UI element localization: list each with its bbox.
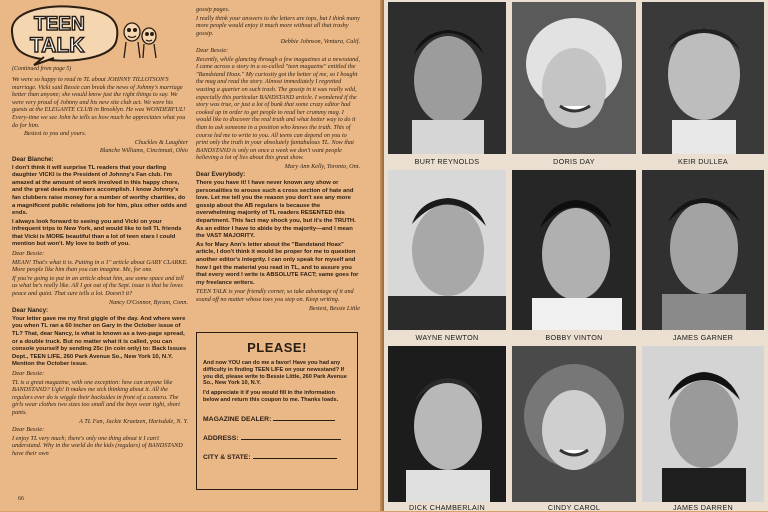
photo-burt-reynolds — [388, 2, 506, 154]
letter-signature: Chuckles & Laughter — [134, 138, 188, 146]
coupon-box — [196, 332, 358, 490]
caption-wayne-newton: WAYNE NEWTON — [415, 333, 479, 342]
dealer-field[interactable] — [203, 414, 351, 423]
photo-cindy-carol — [512, 346, 636, 502]
salutation: Dear Blanche: — [12, 155, 54, 163]
reply-text: I always look forward to seeing you and Vicki on your infrequent trips to New York, and would like to tell TL friends that Vicki is MORE beautiful than a lot of teen stars I could mention but won't. My love to both of you. — [12, 218, 182, 248]
sign-off: Bestest, Bessie Little — [308, 304, 360, 312]
letters-column-1 — [12, 76, 188, 496]
caption-keir-dullea: KEIR DULLEA — [677, 157, 729, 166]
letter-text: We were so happy to read in TL about JOHNNY TILLOTSON'S marriage. Vicki said Bessie can break the news of Johnny's marriage better than anyone; she would know just the right things to say. We were very proud of Johnny and his new site club act. We were his guests at the ELEGANTE CLUB in Brooklyn. He was WONDERFUL! Every-time we see John he tells us how much he appreciates what you do for him. — [12, 76, 186, 129]
caption-james-darren: JAMES DARREN — [673, 503, 733, 512]
address-field[interactable] — [203, 433, 351, 442]
caption-burt-reynolds: BURT REYNOLDS — [414, 157, 480, 166]
letter-text: TL is a great magazine, with one exception: how can anyone like BANDSTAND? Ugh! It makes me sick thinking about it. All the regulars ever do is wiggle their backsides in front of a camera. The girls wear clothes two sizes too small and the boys wear tight, short pants. — [12, 378, 180, 416]
letter-signature: Debbie Johnson, Ventura, Calif. — [280, 38, 360, 46]
reply-text: As for Mary Ann's letter about the "Bandstand Hoax" article, I don't think it would be proper for me to question another editor's integrity. I can only speak for myself and how I get the material you read in TL, and to assure you that every word I write is ABSOLUTE FACT; same goes for my freelance writers. — [196, 241, 359, 286]
reply-text: Your letter gave me my first giggle of the day. And where were you when TL ran a 60 incher on Gary in the October issue of TL? That, dear Nancy, is what is known as a two-page spread, or a double truck. But no matter what it is called, you can console yourself by sending 25c (in coin only) to: Back Issues Dept., TEEN LIFE, 260 Park Avenue So., New York 10, N.Y. Mention the October issue. — [12, 315, 187, 368]
letter-signature: Nancy O'Connor, Byram, Conn. — [108, 298, 188, 306]
photo-james-darren — [642, 346, 764, 502]
salutation: Dear Bessie: — [196, 46, 229, 54]
dealer-label: MAGAZINE DEALER: — [203, 415, 272, 423]
photo-keir-dullea — [642, 2, 764, 154]
letter-text: MEAN! That's what it is. Putting in a 1" article about GARY CLARKE. More people like him than you can imagine. Me, for one. — [12, 258, 188, 274]
logo-word-talk: TALK — [30, 34, 85, 57]
reply-text: There you have it! I have never known any show or personalities to arouse such a cross section of hate and love. Let me tell you the reason you don't see any more gossip about the AB regulars is because the overwhelming majority of TL readers RESENTED this department. This fact may shock you, but it's the TRUTH. As an editor I have to abide by the majority—and I mean the VAST MAJORITY. — [196, 180, 356, 240]
photo-james-garner — [642, 170, 764, 330]
address-blank-line[interactable] — [241, 433, 341, 440]
caption-bobby-vinton: BOBBY VINTON — [545, 333, 603, 342]
logo-word-teen: TEEN — [34, 14, 85, 35]
letter-text: I really think your answers to the letters are tops, but I think many more people would enjoy it much more without all that trashy gossip. — [196, 14, 360, 37]
salutation: Dear Bessie: — [12, 369, 45, 377]
salutation: Dear Bessie: — [12, 250, 45, 258]
reply-text: TEEN TALK is your friendly corner, so take advantage of it and sound off no matter whose toes you step on. Keep writing. — [196, 288, 354, 303]
letter-signature: Blanche Williams, Cincinnati, Ohio — [99, 147, 188, 155]
letter-text: If you're going to put in an article about him, use some space and tell us what he's really like. All I got out of the Sept. issue is that he loves peace and quiet. That sure tells a lot. Doesn't it? — [12, 274, 184, 298]
photo-dick-chamberlain — [388, 346, 506, 502]
photo-bobby-vinton — [512, 170, 636, 330]
reply-text: I don't think it will surprise TL readers that your darling daughter VICKI is the President of Johnny's Fan club. I'm amazed at the amount of work involved in this happy chore, and the great deeds members accomplish. I know Johnny's fan clubbers raise money for a number of worthy charities, do a magnificent public relations job for him, plus other odds and ends. — [12, 164, 187, 217]
caption-doris-day: DORIS DAY — [553, 157, 595, 166]
letter-closing: Bestest to you and yours. — [24, 130, 87, 138]
letter-text: Recently, while glancing through a few magazines at a newsstand, I came across a story in a so-called "teen magazine" entitled the "Bandstand Hoax." My curiosity got the better of me, so I bought the mag and read the story. Almost immediately I regretted wasting a quarter on such trash. The gossip in it was really wild, especially this particular BANDSTAND article. I wondered if the story was true, or just a lot of bunk that some crazy editor had cooked up in order to get people to read her crummy mag. I would like to discover the real truth and what better way to do it than to ask someone in a position who knows the truth. This of course led me to write to you. All teens can depend on you to print only the truth in your absolutely fantabulous TL. Now that BANDSTAND is only on once a week we don't want people believing a lot of lies about this great show. — [196, 55, 360, 162]
letter-signature: Mary Ann Kelly, Toronto, Ont. — [284, 162, 360, 170]
teen-talk-logo — [4, 2, 162, 66]
city-state-blank-line[interactable] — [253, 452, 337, 459]
salutation: Dear Bessie: — [12, 426, 45, 434]
caption-james-garner: JAMES GARNER — [672, 333, 734, 342]
photo-doris-day — [512, 2, 636, 154]
continued-note: (Continued from page 5) — [12, 66, 72, 72]
city-state-field[interactable] — [203, 452, 351, 461]
address-label: ADDRESS: — [203, 434, 239, 442]
dealer-blank-line[interactable] — [273, 414, 335, 421]
letters-column-2 — [196, 6, 360, 330]
caption-dick-chamberlain: DICK CHAMBERLAIN — [409, 503, 485, 512]
cartoon-characters-icon — [124, 23, 156, 58]
letter-text: gossip pages. — [196, 6, 230, 13]
city-state-label: CITY & STATE: — [203, 453, 251, 461]
coupon-title: PLEASE! — [247, 340, 307, 355]
coupon-text: And now YOU can do me a favor! Have you had any difficulty in finding TEEN LIFE on your newsstand? If you did, please write to Bessie Little, 260 Park Avenue So., New York 10, N.Y. — [203, 360, 347, 387]
letter-signature: A TL Fan, Jackie Kraetzen, Hartsdale, N. Y. — [79, 417, 188, 425]
page-number: 66 — [18, 496, 24, 502]
coupon-text: I'd appreciate it if you would fill in the information below and return this coupon to me. Thanks loads. — [203, 390, 339, 403]
photo-wayne-newton — [388, 170, 506, 330]
letter-text: I enjoy TL very much; there's only one thing about it I can't understand. Why in the world do the kids (regulars) of BANDSTAND have their own — [12, 434, 183, 457]
caption-cindy-carol: CINDY CAROL — [547, 503, 601, 512]
photo-page — [384, 0, 768, 511]
salutation: Dear Nancy: — [12, 307, 49, 315]
left-page — [0, 0, 384, 511]
salutation: Dear Everybody: — [196, 171, 246, 179]
